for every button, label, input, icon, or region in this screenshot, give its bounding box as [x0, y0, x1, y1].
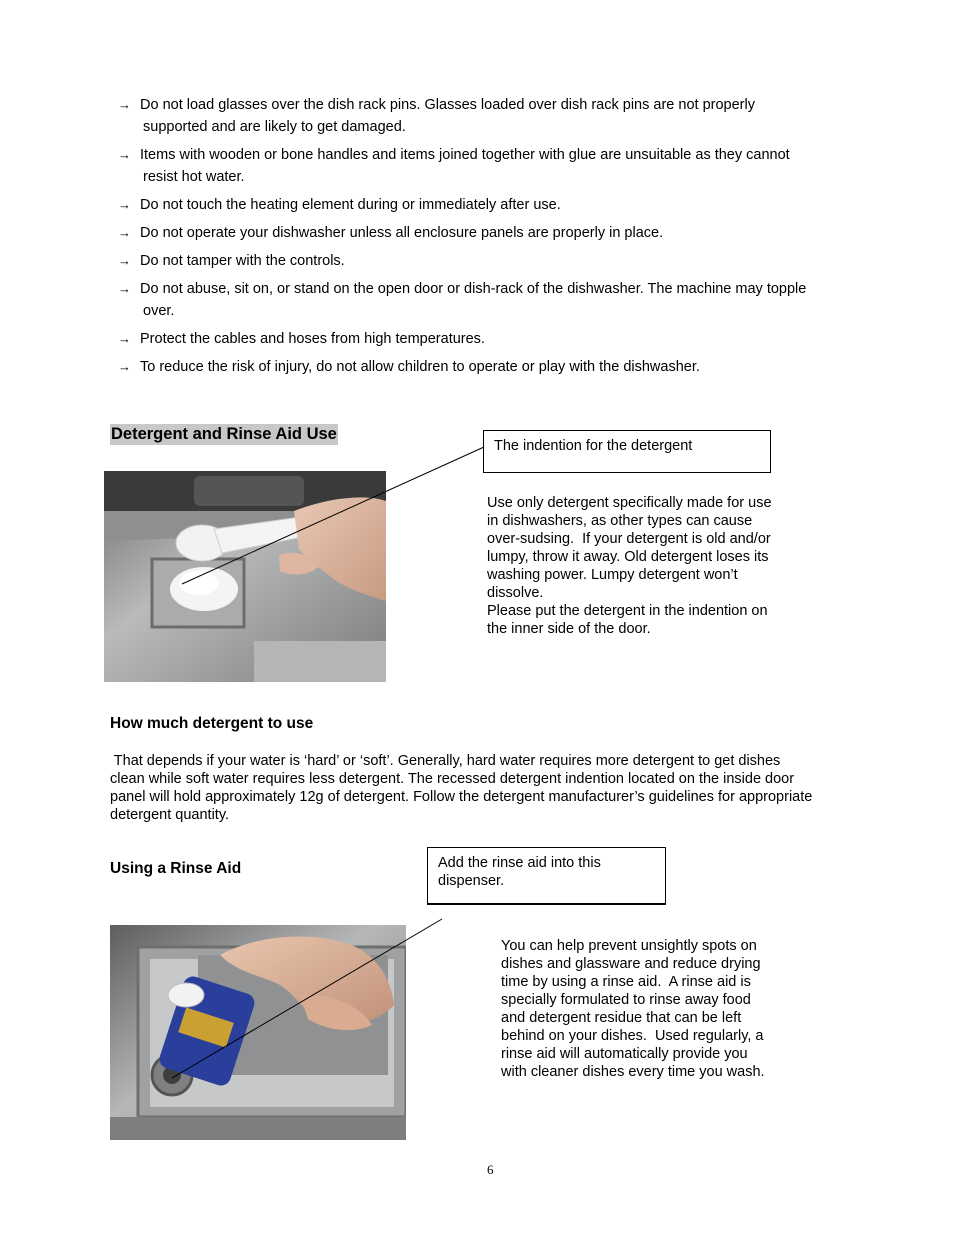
text-line: dispenser.	[438, 873, 505, 889]
bullet-item	[118, 94, 878, 138]
bullet-item	[118, 250, 878, 272]
bullet-text: Do not load glasses over the dish rack pins. Glasses loaded over dish rack pins are not properly	[140, 97, 755, 113]
bullet-item	[118, 356, 878, 378]
text-line: dishes and glassware and reduce drying	[501, 956, 761, 972]
how-much-paragraph	[110, 752, 890, 824]
arrow-bullet-icon: →	[118, 253, 131, 268]
heading-using-rinse-aid: Using a Rinse Aid	[110, 860, 242, 877]
bullet-text: Do not operate your dishwasher unless all enclosure panels are properly in place.	[140, 225, 664, 241]
text-line: dissolve.	[487, 585, 544, 601]
text-line: washing power. Lumpy detergent won’t	[487, 567, 738, 583]
text-line: time by using a rinse aid. A rinse aid is	[501, 974, 751, 990]
arrow-bullet-icon: →	[118, 97, 131, 112]
text-line: lumpy, throw it away. Old detergent loses its	[487, 549, 769, 565]
arrow-bullet-icon: →	[118, 147, 131, 162]
bullet-item	[118, 194, 878, 216]
bullet-text: Protect the cables and hoses from high temperatures.	[140, 331, 485, 347]
text-line: panel will hold approximately 12g of detergent. Follow the detergent manufacturer’s guidelines for appropriate	[110, 789, 813, 805]
text-line: and detergent residue that can be left	[501, 1010, 742, 1026]
text-line: with cleaner dishes every time you wash.	[501, 1064, 765, 1080]
text-line: the inner side of the door.	[487, 621, 651, 637]
text-line: That depends if your water is ‘hard’ or ‘soft’. Generally, hard water requires more detergent to get dishes	[110, 753, 781, 769]
callout-detergent-indention: The indention for the detergent	[483, 430, 771, 473]
warning-bullet-list	[118, 94, 878, 384]
section-title-detergent: Detergent and Rinse Aid Use	[111, 425, 337, 443]
bullet-text: Do not tamper with the controls.	[140, 253, 345, 269]
rinse-aid-paragraph	[501, 937, 811, 1081]
text-line: behind on your dishes. Used regularly, a	[501, 1028, 764, 1044]
detergent-paragraph	[487, 494, 817, 638]
rinse-aid-pointer-line	[170, 917, 444, 1081]
text-line: detergent quantity.	[110, 807, 230, 823]
bullet-text: To reduce the risk of injury, do not allow children to operate or play with the dishwasher.	[140, 359, 700, 375]
bullet-text-continued: resist hot water.	[143, 169, 245, 185]
arrow-bullet-icon: →	[118, 225, 131, 240]
bullet-item	[118, 278, 878, 322]
text-line: You can help prevent unsightly spots on	[501, 938, 757, 954]
text-line: clean while soft water requires less detergent. The recessed detergent indention located on the inside door	[110, 771, 795, 787]
bullet-text: Do not abuse, sit on, or stand on the open door or dish-rack of the dishwasher. The machine may topple	[140, 281, 807, 297]
bullet-text: Do not touch the heating element during or immediately after use.	[140, 197, 561, 213]
callout-rinse-aid-dispenser	[427, 847, 666, 905]
arrow-bullet-icon: →	[118, 331, 131, 346]
detergent-pointer-line	[180, 446, 486, 586]
text-line: in dishwashers, as other types can cause	[487, 513, 753, 529]
bullet-item	[118, 328, 878, 350]
text-line: specially formulated to rinse away food	[501, 992, 751, 1008]
arrow-bullet-icon: →	[118, 281, 131, 296]
bullet-item	[118, 144, 878, 188]
text-line: Use only detergent specifically made for use	[487, 495, 772, 511]
text-line: over-sudsing. If your detergent is old and/or	[487, 531, 771, 547]
heading-how-much-detergent: How much detergent to use	[110, 715, 314, 732]
bullet-text: Items with wooden or bone handles and items joined together with glue are unsuitable as they cannot	[140, 147, 790, 163]
bullet-text-continued: supported and are likely to get damaged.	[143, 119, 406, 135]
text-line: rinse aid will automatically provide you	[501, 1046, 748, 1062]
text-line: Please put the detergent in the indention on	[487, 603, 768, 619]
page-number: 6	[487, 1162, 494, 1177]
arrow-bullet-icon: →	[118, 359, 131, 374]
bullet-item	[118, 222, 878, 244]
arrow-bullet-icon: →	[118, 197, 131, 212]
text-line: Add the rinse aid into this	[438, 855, 601, 871]
bullet-text-continued: over.	[143, 303, 175, 319]
